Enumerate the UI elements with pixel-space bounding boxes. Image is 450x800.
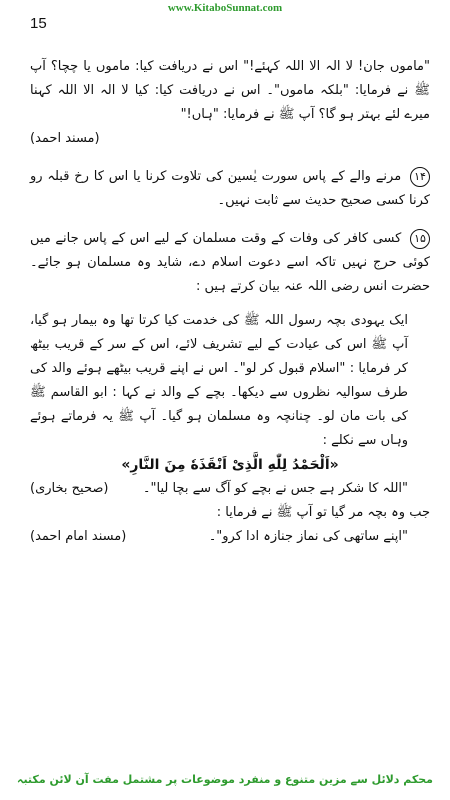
reference-musnad-ahmad: (مسند احمد) <box>30 131 100 146</box>
jewish-boy-hadith: ایک یہودی بچہ رسول اللہ ﷺ کی خدمت کیا کرتا تھا وہ بیمار ہو گیا، آپ ﷺ اس کی عیادت کے لیے تشریف لائے، اس کے سر کے قریب بیٹھ کر فرمایا : "اسلام قبول کر لو"۔ اس نے اپنے قریب بیٹھے ہوئے والد کی طرف سوالیہ نظروں سے دیکھا۔ بچے کے والد نے کہا : ابو القاسم ﷺ کی بات مان لو۔ چنانچہ وہ مسلمان ہو گیا۔ آپ ﷺ یہ فرماتے ہوئے وہاں سے نکلے : <box>30 313 408 448</box>
funeral-text: "اپنے ساتھی کی نماز جنازہ ادا کرو"۔ <box>208 529 408 544</box>
translation-line <box>30 477 430 501</box>
footer-tagline[interactable]: محکم دلائل سے مزین متنوع و منفرد موضوعات پر مشتمل مفت آن لائن مکتبہ <box>17 773 433 786</box>
site-url[interactable]: www.KitaboSunnat.com <box>167 2 283 14</box>
item-15-number: ۱۵ <box>410 229 430 249</box>
translation-text: "اللہ کا شکر ہے جس نے بچے کو آگ سے بچا لیا"۔ <box>142 481 408 496</box>
page-content <box>30 55 430 549</box>
when-boy-died: جب وہ بچہ مر گیا تو آپ ﷺ نے فرمایا : <box>216 505 430 520</box>
reference-bukhari: (صحیح بخاری) <box>30 481 109 496</box>
funeral-instruction <box>30 525 430 549</box>
item-14 <box>30 165 430 213</box>
hadith-dialogue <box>30 55 430 151</box>
reference-musnad-imam-ahmad: (مسند امام احمد) <box>30 529 127 544</box>
hadith-dialogue-text: "ماموں جان! لا الہ الا اللہ کہئے!" اس نے دریافت کیا: ماموں یا چچا؟ آپ ﷺ نے فرمایا: "بلکہ ماموں"۔ اس نے دریافت کیا: کیا لا الہ الا اللہ کہنا میرے لئے بہتر ہو گا؟ آپ ﷺ نے فرمایا: "ہاں!" <box>30 59 430 122</box>
item-15 <box>30 227 430 299</box>
item-14-number: ۱۴ <box>410 167 430 187</box>
item-14-text: مرنے والے کے پاس سورت یٰسین کی تلاوت کرنا یا اس کا رخ قبلہ رو کرنا کسی صحیح حدیث سے ثابت نہیں۔ <box>30 169 430 208</box>
arabic-quote: «اَلْحَمْدُ لِلّٰهِ الَّذِیْ اَنْقَذَهٗ مِنَ النَّارِ» <box>121 457 339 473</box>
page-number: 15 <box>30 15 47 32</box>
item-15-text: کسی کافر کی وفات کے وقت مسلمان کے لیے اس کے پاس جانے میں کوئی حرج نہیں تاکہ اسے دعوت اسلام دے، شاید وہ مسلمان ہو جائے۔ حضرت انس رضی اللہ عنہ بیان کرتے ہیں : <box>30 231 430 294</box>
